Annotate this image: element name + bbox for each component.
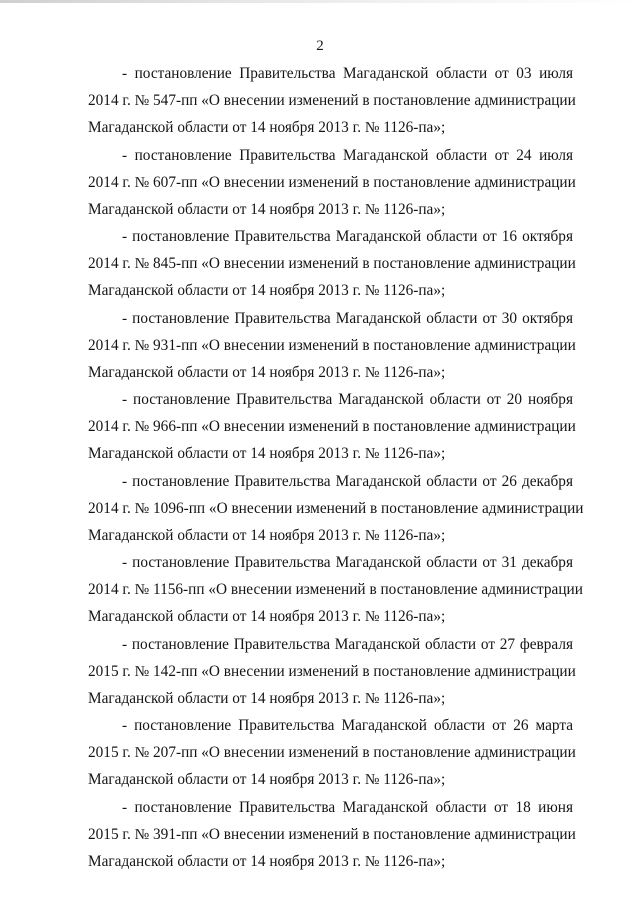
entry-line: 2014 г. № 607-пп «О внесении изменений в постановление администрации [88, 173, 576, 191]
entry-line: 2014 г. № 845-пп «О внесении изменений в постановление администрации [88, 255, 576, 273]
list-item [88, 386, 576, 468]
entry-line: Магаданской области от 14 ноября 2013 г. № 1126-па»; [88, 526, 446, 544]
list-item [88, 60, 576, 142]
entry-line: - постановление Правительства Магаданской области от 03 июля [122, 65, 573, 82]
entry-line: 2014 г. № 547-пп «О внесении изменений в постановление администрации [88, 92, 576, 110]
entry-line: Магаданской области от 14 ноября 2013 г. № 1126-па»; [88, 282, 446, 300]
entry-line: - постановление Правительства Магаданской области от 24 июля [122, 146, 573, 164]
entry-line: Магаданской области от 14 ноября 2013 г. № 1126-па»; [88, 689, 446, 707]
entry-line: Магаданской области от 14 ноября 2013 г. № 1126-па»; [88, 852, 446, 870]
entry-line: 2014 г. № 1156-пп «О внесении изменений в постановление администрации [88, 581, 583, 599]
entry-line: 2015 г. № 207-пп «О внесении изменений в постановление администрации [88, 744, 576, 762]
list-item [88, 794, 576, 876]
entry-line: - постановление Правительства Магаданской области от 26 декабря [122, 472, 573, 490]
list-item [88, 549, 583, 631]
entry-line: 2015 г. № 142-пп «О внесении изменений в постановление администрации [88, 662, 576, 680]
entry-line: - постановление Правительства Магаданской области от 26 марта [122, 717, 573, 734]
entry-line: - постановление Правительства Магаданской области от 31 декабря [122, 554, 573, 571]
entry-line: - постановление Правительства Магаданской области от 27 февраля [122, 635, 573, 653]
entry-line: - постановление Правительства Магаданской области от 20 ноября [122, 391, 573, 408]
entry-line: 2014 г. № 1096-пп «О внесении изменений в постановление администрации [88, 499, 584, 517]
entry-line: - постановление Правительства Магаданской области от 18 июня [122, 798, 573, 816]
entry-line: Магаданской области от 14 ноября 2013 г. № 1126-па»; [88, 200, 446, 218]
entry-line: 2014 г. № 931-пп «О внесении изменений в постановление администрации [88, 336, 576, 354]
entry-line: Магаданской области от 14 ноября 2013 г. № 1126-па»; [88, 445, 446, 463]
entry-line: - постановление Правительства Магаданской области от 30 октября [122, 309, 573, 327]
entry-line: Магаданской области от 14 ноября 2013 г. № 1126-па»; [88, 363, 446, 381]
entry-line: Магаданской области от 14 ноября 2013 г. № 1126-па»; [88, 771, 446, 789]
entry-line: Магаданской области от 14 ноября 2013 г. № 1126-па»; [88, 608, 446, 626]
list-item [88, 631, 576, 713]
entry-line: 2015 г. № 391-пп «О внесении изменений в постановление администрации [88, 825, 576, 843]
entry-line: - постановление Правительства Магаданской области от 16 октября [122, 228, 573, 245]
document-body [88, 60, 584, 875]
list-item [88, 142, 576, 224]
entry-line: Магаданской области от 14 ноября 2013 г. № 1126-па»; [88, 119, 446, 137]
list-item [88, 468, 584, 550]
entry-line: 2014 г. № 966-пп «О внесении изменений в постановление администрации [88, 418, 576, 436]
scan-top-edge [0, 0, 640, 3]
list-item [88, 712, 576, 794]
list-item [88, 305, 576, 387]
list-item [88, 223, 576, 305]
page-number: 2 [316, 38, 324, 54]
